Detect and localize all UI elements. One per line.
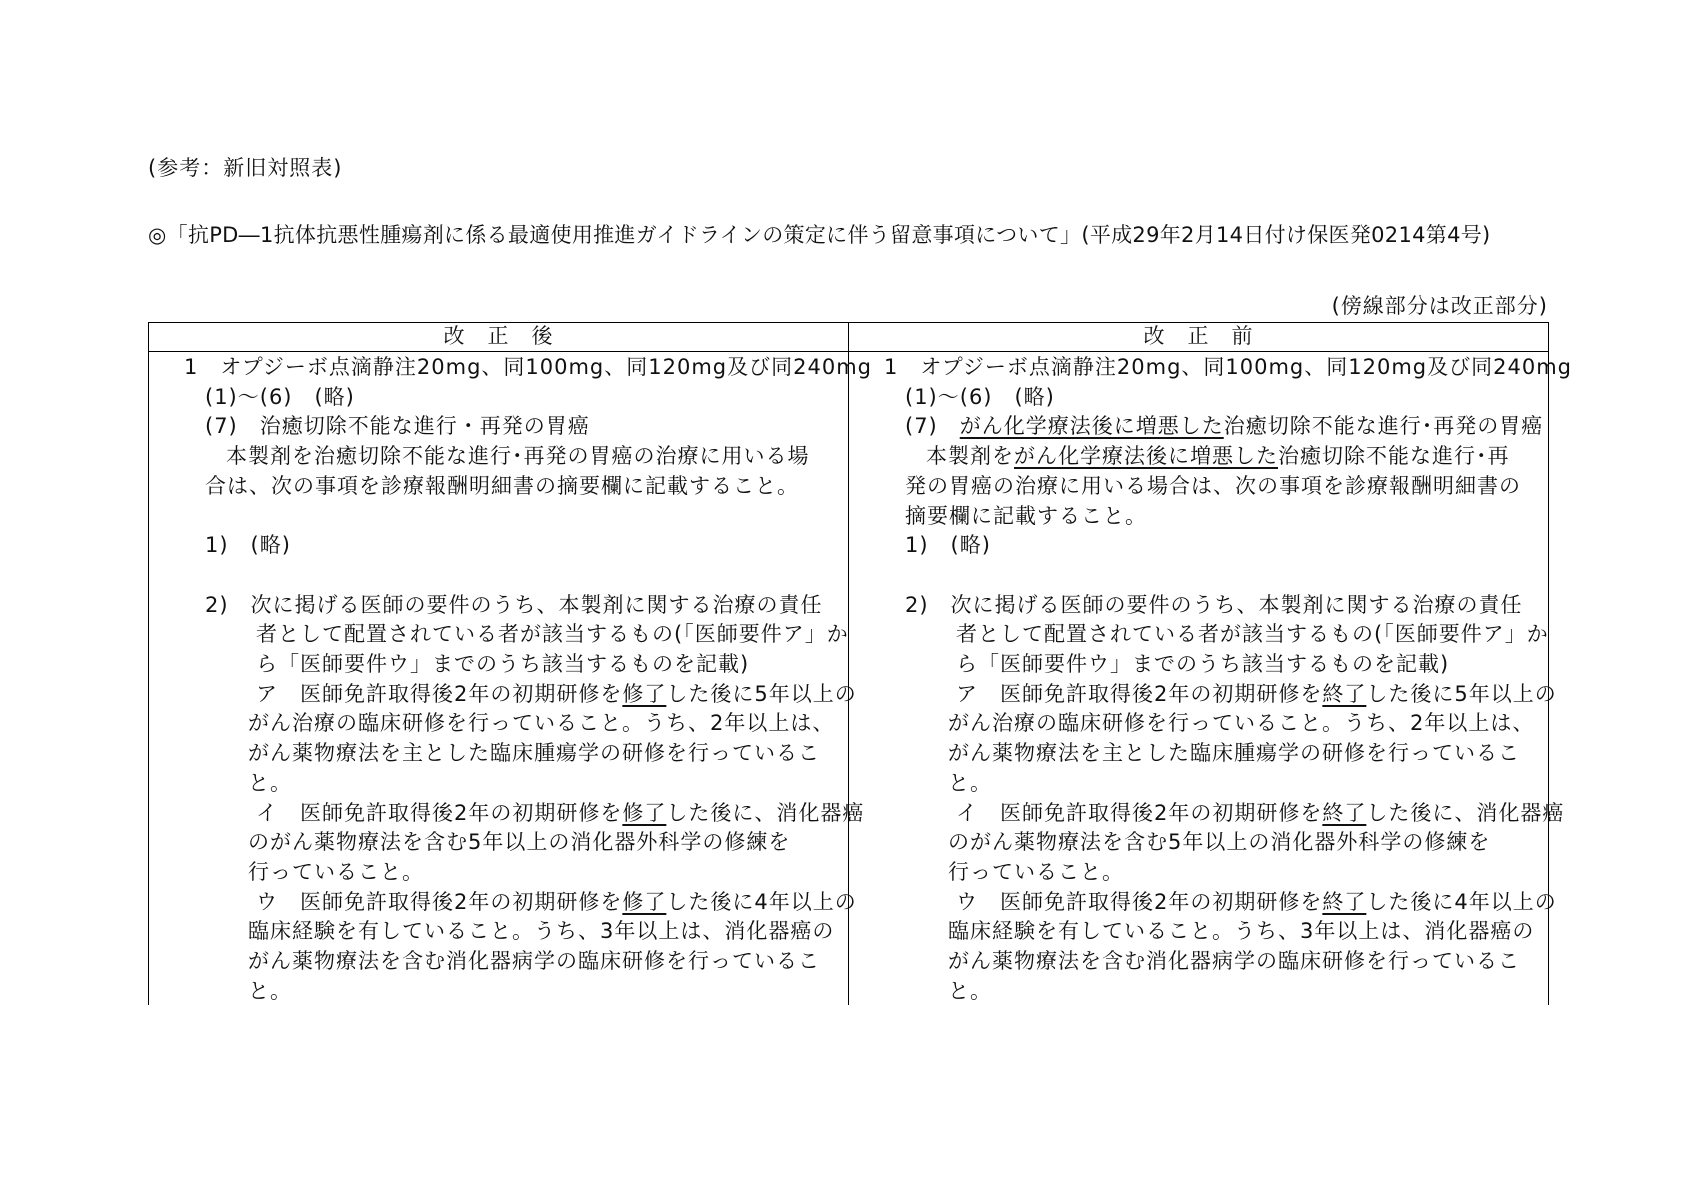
header-before-revision: 改 正 前 (1143, 324, 1254, 348)
amended-text: 終了 (1322, 800, 1367, 825)
text-line (256, 619, 849, 649)
line-text: (7) 治癒切除不能な進行・再発の胃癌 (205, 414, 590, 439)
line-text: のがん薬物療法を含む5年以上の消化器外科学の修練を (948, 830, 1491, 855)
text-line (205, 590, 823, 620)
line-text: 本製剤を治癒切除不能な進行･再発の胃癌の治療に用いる場 (226, 444, 810, 469)
text-line (905, 590, 1523, 620)
line-text: と。 (948, 978, 992, 1003)
text-line (948, 946, 1520, 976)
text-line (905, 471, 1521, 501)
text-line (205, 471, 799, 501)
line-text: 治癒切除不能な進行･再 (1278, 444, 1510, 469)
text-line (956, 887, 1557, 917)
line-text: 2) 次に掲げる医師の要件のうち、本製剤に関する治療の責任 (905, 592, 1523, 617)
line-text: がん治療の臨床研修を行っていること。うち、2年以上は、 (948, 711, 1535, 736)
line-text: がん薬物療法を含む消化器病学の臨床研修を行っているこ (948, 949, 1520, 973)
text-line (956, 649, 1449, 679)
amended-text: 終了 (1322, 681, 1367, 706)
text-line (948, 857, 1124, 887)
text-line (884, 352, 1572, 382)
text-line (248, 738, 820, 768)
line-text: した後に4年以上の (666, 889, 857, 914)
text-line (256, 798, 864, 828)
line-text: と。 (248, 770, 292, 795)
line-text: と。 (248, 978, 292, 1003)
line-text: 2) 次に掲げる医師の要件のうち、本製剤に関する治療の責任 (205, 592, 823, 617)
line-text: 臨床経験を有していること。うち、3年以上は、消化器癌の (248, 919, 835, 944)
line-text: がん治療の臨床研修を行っていること。うち、2年以上は、 (248, 711, 835, 736)
text-line (248, 916, 834, 946)
line-text: がん薬物療法を含む消化器病学の臨床研修を行っているこ (248, 949, 820, 973)
text-line (205, 382, 355, 412)
line-text: 治癒切除不能な進行･再発の胃癌 (1223, 414, 1544, 439)
line-text: した後に5年以上の (666, 681, 857, 706)
text-line (956, 798, 1564, 828)
line-text: した後に、消化器癌 (1366, 800, 1565, 825)
amended-text: 修了 (622, 800, 667, 825)
text-line (948, 976, 992, 1006)
line-text: 1 オプジーボ点滴静注20mg、同100mg、同120mg及び同240mg (884, 355, 1573, 379)
text-line (948, 738, 1520, 768)
text-line (905, 530, 991, 560)
line-text: ア 医師免許取得後2年の初期研修を (256, 681, 623, 706)
line-text: 発の胃癌の治療に用いる場合は、次の事項を診療報酬明細書の (905, 473, 1521, 498)
text-line (256, 649, 749, 679)
text-line (956, 619, 1549, 649)
line-text: した後に5年以上の (1366, 681, 1557, 706)
amended-text: 修了 (622, 681, 667, 706)
line-text: した後に、消化器癌 (666, 800, 865, 825)
text-line (248, 708, 834, 738)
text-line (905, 382, 1055, 412)
line-text: イ 医師免許取得後2年の初期研修を (956, 800, 1323, 825)
header-after-revision: 改 正 後 (443, 324, 554, 348)
text-line (256, 887, 857, 917)
text-line (956, 679, 1557, 709)
text-line (248, 976, 292, 1006)
amendment-note: (傍線部分は改正部分) (1331, 294, 1548, 318)
line-text: と。 (948, 770, 992, 795)
line-text: 合は、次の事項を診療報酬明細書の摘要欄に記載すること。 (205, 473, 799, 498)
line-text: のがん薬物療法を含む5年以上の消化器外科学の修練を (248, 830, 791, 855)
amended-text: がん化学療法後に増悪した (959, 414, 1224, 439)
text-line (948, 827, 1490, 857)
line-text: 摘要欄に記載すること。 (905, 503, 1147, 528)
line-text: 1) (略) (905, 533, 991, 558)
line-text: ウ 医師免許取得後2年の初期研修を (256, 889, 623, 914)
text-line (948, 708, 1534, 738)
line-text: イ 医師免許取得後2年の初期研修を (256, 800, 623, 825)
line-text: がん薬物療法を主とした臨床腫瘍学の研修を行っているこ (248, 741, 820, 766)
line-text: した後に4年以上の (1366, 889, 1557, 914)
text-line (926, 441, 1510, 471)
text-line (248, 857, 424, 887)
line-text: ウ 医師免許取得後2年の初期研修を (956, 889, 1323, 914)
text-line (205, 530, 291, 560)
text-line (948, 916, 1534, 946)
line-text: 1) (略) (205, 533, 291, 558)
amended-text: がん化学療法後に増悪した (1014, 444, 1278, 469)
text-line (948, 768, 992, 798)
text-line (248, 946, 820, 976)
amended-text: 終了 (1322, 889, 1367, 914)
line-text: ア 医師免許取得後2年の初期研修を (956, 681, 1323, 706)
line-text: 行っていること。 (948, 859, 1124, 884)
line-text: がん薬物療法を主とした臨床腫瘍学の研修を行っているこ (948, 741, 1520, 766)
line-text: ら「医師要件ウ」までのうち該当するものを記載) (956, 652, 1450, 676)
text-line (256, 679, 857, 709)
line-text: 者として配置されている者が該当するもの(「医師要件ア」か (956, 622, 1549, 647)
text-line (905, 501, 1147, 531)
reference-label: (参考：新旧対照表) (148, 156, 343, 180)
line-text: 行っていること。 (248, 859, 424, 884)
line-text: (1)～(6) (略) (905, 384, 1055, 409)
amended-text: 修了 (622, 889, 667, 914)
text-line (184, 352, 872, 382)
text-line (248, 768, 292, 798)
text-line (905, 411, 1543, 441)
line-text: 者として配置されている者が該当するもの(「医師要件ア」か (256, 622, 849, 647)
document-title: ◎「抗PD―1抗体抗悪性腫瘍剤に係る最適使用推進ガイドラインの策定に伴う留意事項について」(平成29年2月14日付け保医発0214第4号) (148, 223, 1491, 247)
line-text: ら「医師要件ウ」までのうち該当するものを記載) (256, 652, 750, 676)
text-line (248, 827, 790, 857)
table-left-border (148, 322, 149, 1005)
line-text: 臨床経験を有していること。うち、3年以上は、消化器癌の (948, 919, 1535, 944)
text-line (226, 441, 810, 471)
line-text: 本製剤を (926, 444, 1014, 469)
line-text: (1)～(6) (略) (205, 384, 355, 409)
line-text: 1 オプジーボ点滴静注20mg、同100mg、同120mg及び同240mg (184, 355, 873, 379)
line-text: (7) (905, 414, 960, 439)
text-line (205, 411, 590, 441)
